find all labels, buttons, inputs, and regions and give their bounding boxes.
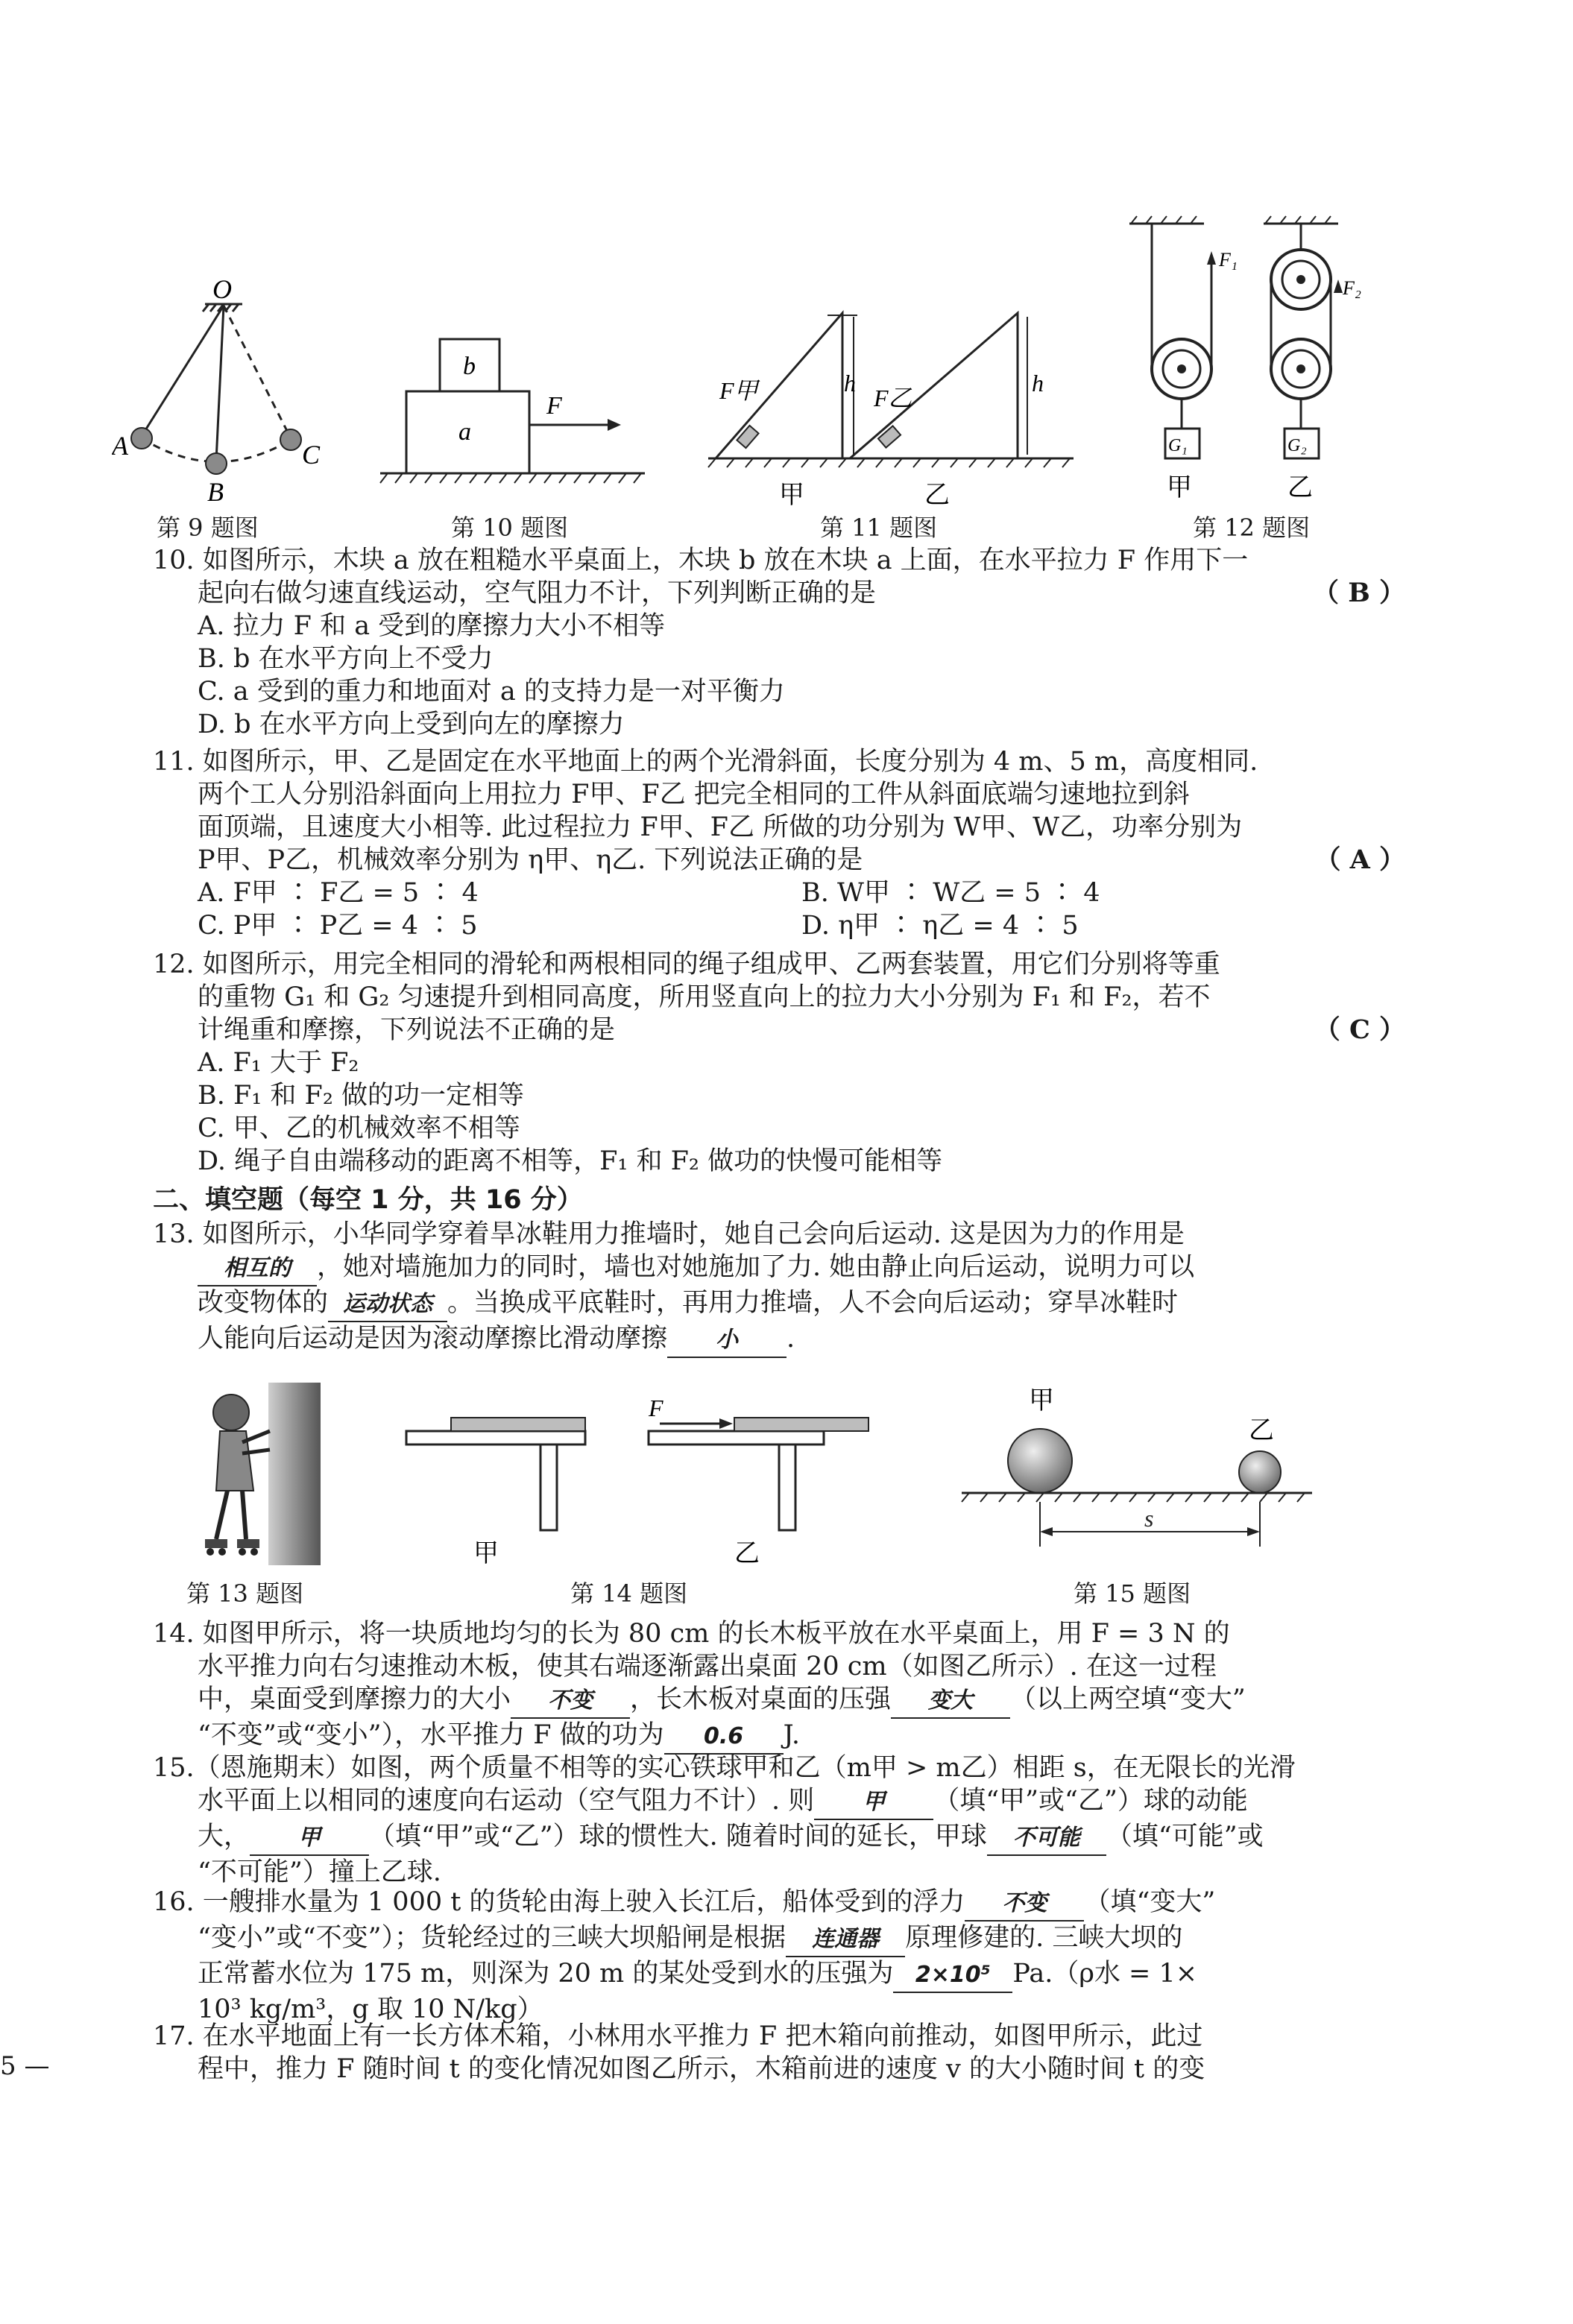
skate-2 [237, 1539, 259, 1548]
fig9-pendulum-diagram [112, 268, 358, 507]
label-jia: 甲 [779, 481, 804, 509]
q16-line-3 [153, 1957, 1405, 1993]
fig10-caption: 第 10 题图 [451, 514, 569, 542]
label-b: B [207, 477, 224, 507]
q11-option-d: D. η甲 ∶ η乙 = 4 ∶ 5 [801, 911, 1079, 941]
wheel-4 [250, 1548, 258, 1556]
q13-line-3-b: 。当换成平底鞋时，再用力推墙，人不会向后运动；穿旱冰鞋时 [447, 1288, 1179, 1318]
q16-line-3-b: Pa.（ρ水 = 1× [1012, 1959, 1198, 1989]
label-a: a [458, 418, 471, 446]
q14-line-3-c: （以上两空填“变大” [1010, 1684, 1246, 1714]
label-yi: 乙 [734, 1540, 760, 1567]
q14-line-2: 水平推力向右匀速推动木板，使其右端逐渐露出桌面 20 cm（如图乙所示）. 在这一过程 [198, 1652, 1217, 1682]
fig13-caption: 第 13 题图 [186, 1579, 304, 1608]
q16-line-1-a: 16. 一艘排水量为 1 000 t 的货轮由海上驶入长江后，船体受到的浮力 [153, 1887, 965, 1917]
q10-option-d: D. b 在水平方向上受到向左的摩擦力 [198, 710, 625, 739]
pulley-yi-bottom-axle [1296, 364, 1305, 373]
table-leg-jia [540, 1444, 557, 1530]
table-leg-yi [779, 1444, 795, 1530]
label-f-yi: F乙 [874, 385, 912, 411]
q10-line-2-text: 起向右做匀速直线运动，空气阻力不计，下列判断正确的是 [198, 578, 877, 608]
question-17 [153, 2020, 1405, 2085]
fig15-caption: 第 15 题图 [1074, 1579, 1191, 1608]
q17-line-1: 17. 在水平地面上有一长方体木箱，小林用水平推力 F 把木箱向前推动，如图甲所示，此过 [153, 2021, 1203, 2051]
q11-answer: （ A ） [1314, 844, 1405, 875]
wall [268, 1383, 321, 1565]
ball-a [131, 428, 152, 449]
q15-blank-3[interactable]: 不可能 [987, 1822, 1106, 1856]
page-number: 5 — [0, 2051, 50, 2081]
q11-line-4 [153, 844, 1405, 877]
pulley-jia-axle [1177, 364, 1186, 373]
ball-b [206, 453, 227, 474]
q15-line-3 [153, 1820, 1405, 1856]
q13-line-3-a: 改变物体的 [198, 1288, 329, 1318]
q15-blank-1[interactable]: 甲 [814, 1786, 933, 1820]
pulley-yi-top-axle [1296, 275, 1305, 284]
q10-line-1: 10. 如图所示，木块 a 放在粗糙水平桌面上，木块 b 放在木块 a 上面，在水平拉力 F 作用下一 [153, 546, 1249, 575]
push-arrowhead [719, 1418, 733, 1429]
arrow-f1 [1207, 251, 1216, 265]
skate-1 [205, 1539, 227, 1548]
fig13-girl-pushing-wall [186, 1379, 328, 1573]
q10-answer: （ B ） [1313, 578, 1405, 608]
q15-line-1: 15.（恩施期末）如图，两个质量不相等的实心铁球甲和乙（m甲 > m乙）相距 s，在无限长的光滑 [153, 1753, 1296, 1783]
label-b: b [463, 353, 476, 380]
q13-line-3 [153, 1286, 1405, 1322]
fig11-caption: 第 11 题图 [820, 514, 938, 542]
girl-head [213, 1395, 249, 1430]
q10-option-b: B. b 在水平方向上不受力 [198, 644, 494, 674]
q13-line-2 [153, 1251, 1405, 1286]
label-jia: 甲 [1167, 474, 1192, 502]
question-15 [153, 1752, 1405, 1889]
question-14 [153, 1617, 1405, 1755]
label-o: O [212, 274, 232, 304]
q14-line-1: 14. 如图甲所示，将一块质地均匀的长为 80 cm 的长木板平放在水平桌面上，用 F = 3 N 的 [153, 1619, 1230, 1649]
q15-line-4: “不可能”）撞上乙球. [198, 1857, 441, 1887]
string-c [224, 306, 291, 438]
q13-line-2-text: ，她对墙施加力的同时，墙也对她施加了力. 她由静止向后运动，说明力可以 [317, 1252, 1195, 1282]
q11-line-2: 两个工人分别沿斜面向上用拉力 F甲、F乙 把完全相同的工件从斜面底端匀速地拉到斜 [198, 780, 1190, 809]
q17-line-2: 程中，推力 F 随时间 t 的变化情况如图乙所示，木箱前进的速度 v 的大小随时间 t 的变 [198, 2054, 1205, 2084]
q15-line-2-b: （填“甲”或“乙”）球的动能 [933, 1786, 1248, 1816]
q12-line-2: 的重物 G₁ 和 G₂ 匀速提升到相同高度，所用竖直向上的拉力大小分别为 F₁ 和 F₂，若不 [198, 982, 1211, 1012]
q15-line-2 [153, 1784, 1405, 1820]
q16-line-1-b: （填“变大” [1084, 1887, 1216, 1917]
question-16 [153, 1886, 1405, 2026]
q14-line-3-a: 中，桌面受到摩擦力的大小 [198, 1684, 511, 1714]
q14-line-3 [153, 1683, 1405, 1719]
ground-hatch [708, 458, 1070, 467]
section-2-heading: 二、填空题（每空 1 分，共 16 分） [153, 1185, 583, 1215]
distance-arrow-left [1040, 1527, 1053, 1536]
girl-leg-1 [216, 1491, 227, 1539]
q12-answer: （ C ） [1314, 1014, 1405, 1045]
q13-line-4-b: . [786, 1324, 795, 1354]
string-b [216, 306, 224, 461]
distance-arrow-right [1247, 1527, 1260, 1536]
fig15-two-balls [954, 1379, 1327, 1573]
label-yi: 乙 [1287, 474, 1313, 502]
label-f2: F₂ [1343, 277, 1361, 299]
label-c: C [302, 440, 321, 470]
q11-line-1: 11. 如图所示，甲、乙是固定在水平地面上的两个光滑斜面，长度分别为 4 m、5 m，高度相同. [153, 747, 1258, 777]
ball-jia [1008, 1429, 1072, 1493]
q12-option-b: B. F₁ 和 F₂ 做的功一定相等 [198, 1081, 524, 1111]
q12-option-c: C. 甲、乙的机械效率不相等 [198, 1114, 520, 1143]
q12-line-3-text: 计绳重和摩擦，下列说法不正确的是 [198, 1015, 616, 1045]
label-f: F [649, 1395, 663, 1421]
ball-c [280, 429, 301, 450]
q16-line-3-a: 正常蓄水位为 175 m，则深为 20 m 的某处受到水的压强为 [198, 1959, 894, 1989]
label-jia: 甲 [473, 1540, 499, 1567]
label-yi: 乙 [924, 481, 950, 509]
q13-line-4-a: 人能向后运动是因为滚动摩擦比滑动摩擦 [198, 1324, 668, 1354]
q12-line-3 [153, 1014, 1405, 1046]
fig12-caption: 第 12 题图 [1193, 514, 1311, 542]
q12-line-1: 12. 如图所示，用完全相同的滑轮和两根相同的绳子组成甲、乙两套装置，用它们分别将等重 [153, 950, 1220, 979]
q16-line-2-a: “变小”或“不变”）；货轮经过的三峡大坝船闸是根据 [198, 1923, 786, 1953]
q11-options-row-1 [153, 877, 1405, 909]
q11-option-a: A. F甲 ∶ F乙 = 5 ∶ 4 [198, 878, 479, 908]
label-f: F [546, 392, 562, 420]
wheel-2 [218, 1548, 226, 1556]
q13-blank-2[interactable]: 运动状态 [328, 1288, 447, 1322]
q16-blank-2[interactable]: 连通器 [786, 1923, 905, 1957]
q14-line-3-b: ，长木板对桌面的压强 [630, 1684, 892, 1714]
label-f1: F₁ [1219, 249, 1238, 271]
table-top-yi [649, 1431, 824, 1444]
question-12 [153, 948, 1405, 1178]
q10-line-2 [153, 577, 1405, 610]
q12-option-d: D. 绳子自由端移动的距离不相等，F₁ 和 F₂ 做功的快慢可能相等 [198, 1146, 943, 1176]
workpiece-yi [878, 426, 901, 447]
q15-line-2-a: 水平面上以相同的速度向右运动（空气阻力不计）. 则 [198, 1786, 815, 1816]
fig12-pulley-diagram [1122, 212, 1375, 511]
force-arrowhead [608, 419, 621, 431]
q14-line-4-a: “不变”或“变小”），水平推力 F 做的功为 [198, 1720, 664, 1750]
fig10-blocks-diagram [376, 328, 660, 499]
q11-option-c: C. P甲 ∶ P乙 = 4 ∶ 5 [198, 911, 478, 941]
q12-option-a: A. F₁ 大于 F₂ [198, 1048, 359, 1078]
q14-blank-3[interactable]: 0.6 [664, 1720, 784, 1755]
string-a [142, 306, 224, 436]
label-jia: 甲 [1029, 1387, 1054, 1415]
q16-line-4: 10³ kg/m³，g 取 10 N/kg） [198, 1995, 543, 2024]
fig9-caption: 第 9 题图 [157, 514, 259, 542]
q14-line-4-b: J. [783, 1720, 801, 1750]
girl-leg-2 [242, 1491, 246, 1539]
ground-hatch [962, 1493, 1305, 1502]
q16-line-2-b: 原理修建的. 三峡大坝的 [905, 1923, 1183, 1953]
q16-line-2 [153, 1922, 1405, 1957]
ground-hatch [380, 473, 641, 483]
q11-line-4-text: P甲、P乙，机械效率分别为 η甲、η乙. 下列说法正确的是 [198, 845, 863, 875]
q13-line-1: 13. 如图所示，小华同学穿着旱冰鞋用力推墙时，她自己会向后运动. 这是因为力的作用是 [153, 1219, 1185, 1249]
q15-line-3-b: （填“甲”或“乙”）球的惯性大. 随着时间的延长，甲球 [369, 1822, 987, 1851]
q15-blank-2[interactable]: 甲 [250, 1822, 369, 1856]
q16-blank-1[interactable]: 不变 [965, 1887, 1084, 1922]
q13-blank-1[interactable]: 相互的 [198, 1252, 317, 1286]
fig14-board-on-table [391, 1394, 913, 1573]
ball-yi [1239, 1451, 1281, 1493]
q11-options-row-2 [153, 909, 1405, 942]
q11-option-b: B. W甲 ∶ W乙 = 5 ∶ 4 [801, 878, 1100, 908]
label-g2: G₂ [1287, 436, 1307, 455]
q16-blank-3[interactable]: 2×10⁵ [893, 1959, 1012, 1993]
wheel-1 [207, 1548, 214, 1556]
q14-line-4 [153, 1719, 1405, 1755]
label-yi: 乙 [1249, 1417, 1274, 1444]
label-a: A [112, 431, 128, 461]
q14-blank-2[interactable]: 变大 [891, 1684, 1010, 1719]
board-yi [734, 1418, 869, 1431]
q13-blank-3[interactable]: 小 [667, 1324, 786, 1358]
q16-line-1 [153, 1886, 1405, 1922]
label-h-jia: h [844, 370, 856, 397]
q15-line-3-a: 大， [198, 1822, 250, 1851]
label-f-jia: F甲 [719, 377, 758, 404]
question-13 [153, 1218, 1405, 1358]
fig11-inclines-diagram [701, 294, 1088, 511]
board-jia [451, 1418, 585, 1431]
table-top-jia [406, 1431, 585, 1444]
q15-line-3-c: （填“可能”或 [1106, 1822, 1264, 1851]
q13-line-4 [153, 1322, 1405, 1358]
label-h-yi: h [1032, 370, 1044, 397]
label-s: s [1144, 1505, 1154, 1532]
question-10 [153, 544, 1405, 741]
q14-blank-1[interactable]: 不变 [511, 1684, 630, 1719]
label-g1: G₁ [1168, 436, 1188, 455]
q11-line-3: 面顶端，且速度大小相等. 此过程拉力 F甲、F乙 所做的功分别为 W甲、W乙，功率分别为 [198, 812, 1243, 842]
wheel-3 [239, 1548, 246, 1556]
q10-option-a: A. 拉力 F 和 a 受到的摩擦力大小不相等 [198, 611, 666, 641]
arrow-f2 [1334, 280, 1343, 293]
q10-option-c: C. a 受到的重力和地面对 a 的支持力是一对平衡力 [198, 677, 785, 707]
question-11 [153, 745, 1405, 942]
fig14-caption: 第 14 题图 [570, 1579, 688, 1608]
